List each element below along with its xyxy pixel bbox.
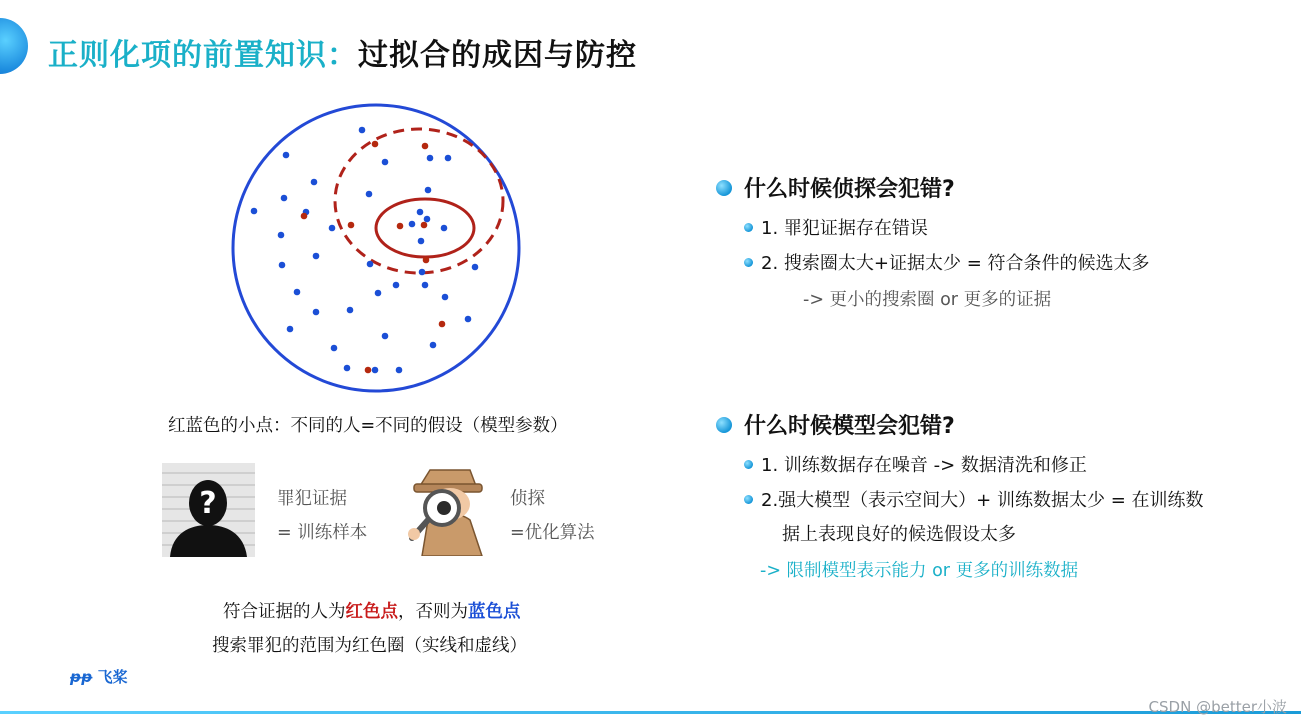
title-part-2: 过拟合的成因与防控 [358, 38, 637, 73]
blue-hypothesis-dot [344, 365, 351, 372]
red-hypothesis-dot [439, 321, 446, 328]
section-1-item-2-text: 2. 搜索圈太大+证据太少 = 符合条件的候选太多 [761, 253, 1150, 274]
legend-detective-title: 侦探 [510, 489, 545, 509]
dashed-search-circle [335, 129, 503, 273]
legend-detective [510, 482, 595, 550]
dot-caption: 红蓝色的小点：不同的人=不同的假设（模型参数） [168, 416, 568, 436]
section-2-item-2-cont: 据上表现良好的候选假设太多 [782, 524, 1016, 545]
blue-hypothesis-dot [251, 208, 258, 215]
blue-hypothesis-dot [441, 225, 448, 232]
blue-hypothesis-dot [372, 367, 379, 374]
blue-hypothesis-dot [311, 179, 318, 186]
section-1-item-1-text: 1. 罪犯证据存在错误 [761, 218, 928, 239]
blue-hypothesis-dot [425, 187, 432, 194]
bullet-icon [716, 417, 732, 433]
legend-detective-value: =优化算法 [510, 523, 595, 543]
detective-icon [400, 464, 497, 556]
section-2-item-2 [744, 486, 1204, 512]
blue-hypothesis-dot [329, 225, 336, 232]
legend-evidence-title: 罪犯证据 [277, 489, 347, 509]
blue-hypothesis-dot [382, 333, 389, 340]
red-hypothesis-dot [423, 257, 430, 264]
blue-hypothesis-dot [465, 316, 472, 323]
section-2-item-2-text: 2.强大模型（表示空间大）+ 训练数据太少 = 在训练数 [761, 490, 1204, 511]
red-hypothesis-dot [301, 213, 308, 220]
svg-text:?: ? [199, 486, 217, 521]
blue-hypothesis-dot [422, 282, 429, 289]
legend-evidence [277, 482, 367, 550]
note-blue-word: 蓝色点 [468, 602, 521, 622]
blue-hypothesis-dot [382, 159, 389, 166]
blue-hypothesis-dot [347, 307, 354, 314]
blue-hypothesis-dot [367, 261, 374, 268]
page-title [48, 30, 637, 74]
section-2-heading-text: 什么时候模型会犯错? [744, 414, 955, 439]
blue-hypothesis-dot [396, 367, 403, 374]
paddle-logo [70, 666, 128, 687]
blue-hypothesis-dot [287, 326, 294, 333]
outer-circle [233, 105, 519, 391]
blue-hypothesis-dot [313, 253, 320, 260]
suspect-silhouette-icon [162, 463, 255, 557]
bottom-accent-bar [0, 711, 1301, 714]
red-hypothesis-dot [372, 141, 379, 148]
blue-hypothesis-dot [294, 289, 301, 296]
blue-hypothesis-dot [445, 155, 452, 162]
blue-hypothesis-dot [430, 342, 437, 349]
bullet-icon [716, 180, 732, 196]
blue-hypothesis-dot [419, 269, 426, 276]
section-1-remedy: -> 更小的搜索圈 or 更多的证据 [803, 290, 1052, 310]
title-part-1: 正则化项的前置知识： [48, 38, 358, 73]
blue-hypothesis-dot [427, 155, 434, 162]
blue-hypothesis-dot [417, 209, 424, 216]
blue-hypothesis-dot [279, 262, 286, 269]
blue-hypothesis-dot [278, 232, 285, 239]
red-hypothesis-dot [348, 222, 355, 229]
section-1-item-2 [744, 249, 1150, 275]
blue-hypothesis-dot [393, 282, 400, 289]
section-2-item-1 [744, 451, 1087, 477]
blue-hypothesis-dot [366, 191, 373, 198]
logo-text: 飞桨 [97, 668, 128, 686]
blue-hypothesis-dot [472, 264, 479, 271]
corner-decoration [0, 18, 28, 74]
bottom-note-line-1 [223, 598, 521, 623]
red-hypothesis-dot [422, 143, 429, 150]
section-1-heading [716, 172, 955, 203]
section-2-remedy: -> 限制模型表示能力 or 更多的训练数据 [760, 561, 1079, 581]
bullet-small-icon [744, 223, 753, 232]
blue-hypothesis-dot [418, 238, 425, 245]
red-hypothesis-dot [365, 367, 372, 374]
legend-evidence-value: = 训练样本 [277, 523, 368, 543]
logo-mark-icon: ᵽᵽ [70, 668, 93, 686]
watermark: CSDN @better小波 [1148, 698, 1287, 716]
section-2-item-1-text: 1. 训练数据存在噪音 -> 数据清洗和修正 [761, 455, 1087, 476]
section-1-heading-text: 什么时候侦探会犯错? [744, 177, 955, 202]
section-2-heading [716, 409, 955, 440]
bullet-small-icon [744, 258, 753, 267]
bullet-small-icon [744, 460, 753, 469]
blue-hypothesis-dot [283, 152, 290, 159]
red-hypothesis-dot [421, 222, 428, 229]
note-text-b: ，否则为 [398, 602, 468, 622]
bullet-small-icon [744, 495, 753, 504]
section-1-item-1 [744, 214, 928, 240]
bottom-note-line-2: 搜索罪犯的范围为红色圈（实线和虚线） [212, 636, 527, 656]
note-red-word: 红色点 [345, 602, 398, 622]
blue-hypothesis-dot [409, 221, 416, 228]
blue-hypothesis-dot [375, 290, 382, 297]
blue-hypothesis-dot [359, 127, 366, 134]
blue-hypothesis-dot [424, 216, 431, 223]
note-text-a: 符合证据的人为 [223, 602, 346, 622]
red-hypothesis-dot [397, 223, 404, 230]
blue-hypothesis-dot [281, 195, 288, 202]
blue-hypothesis-dot [442, 294, 449, 301]
blue-hypothesis-dot [331, 345, 338, 352]
blue-hypothesis-dot [313, 309, 320, 316]
hypothesis-diagram [226, 100, 526, 395]
